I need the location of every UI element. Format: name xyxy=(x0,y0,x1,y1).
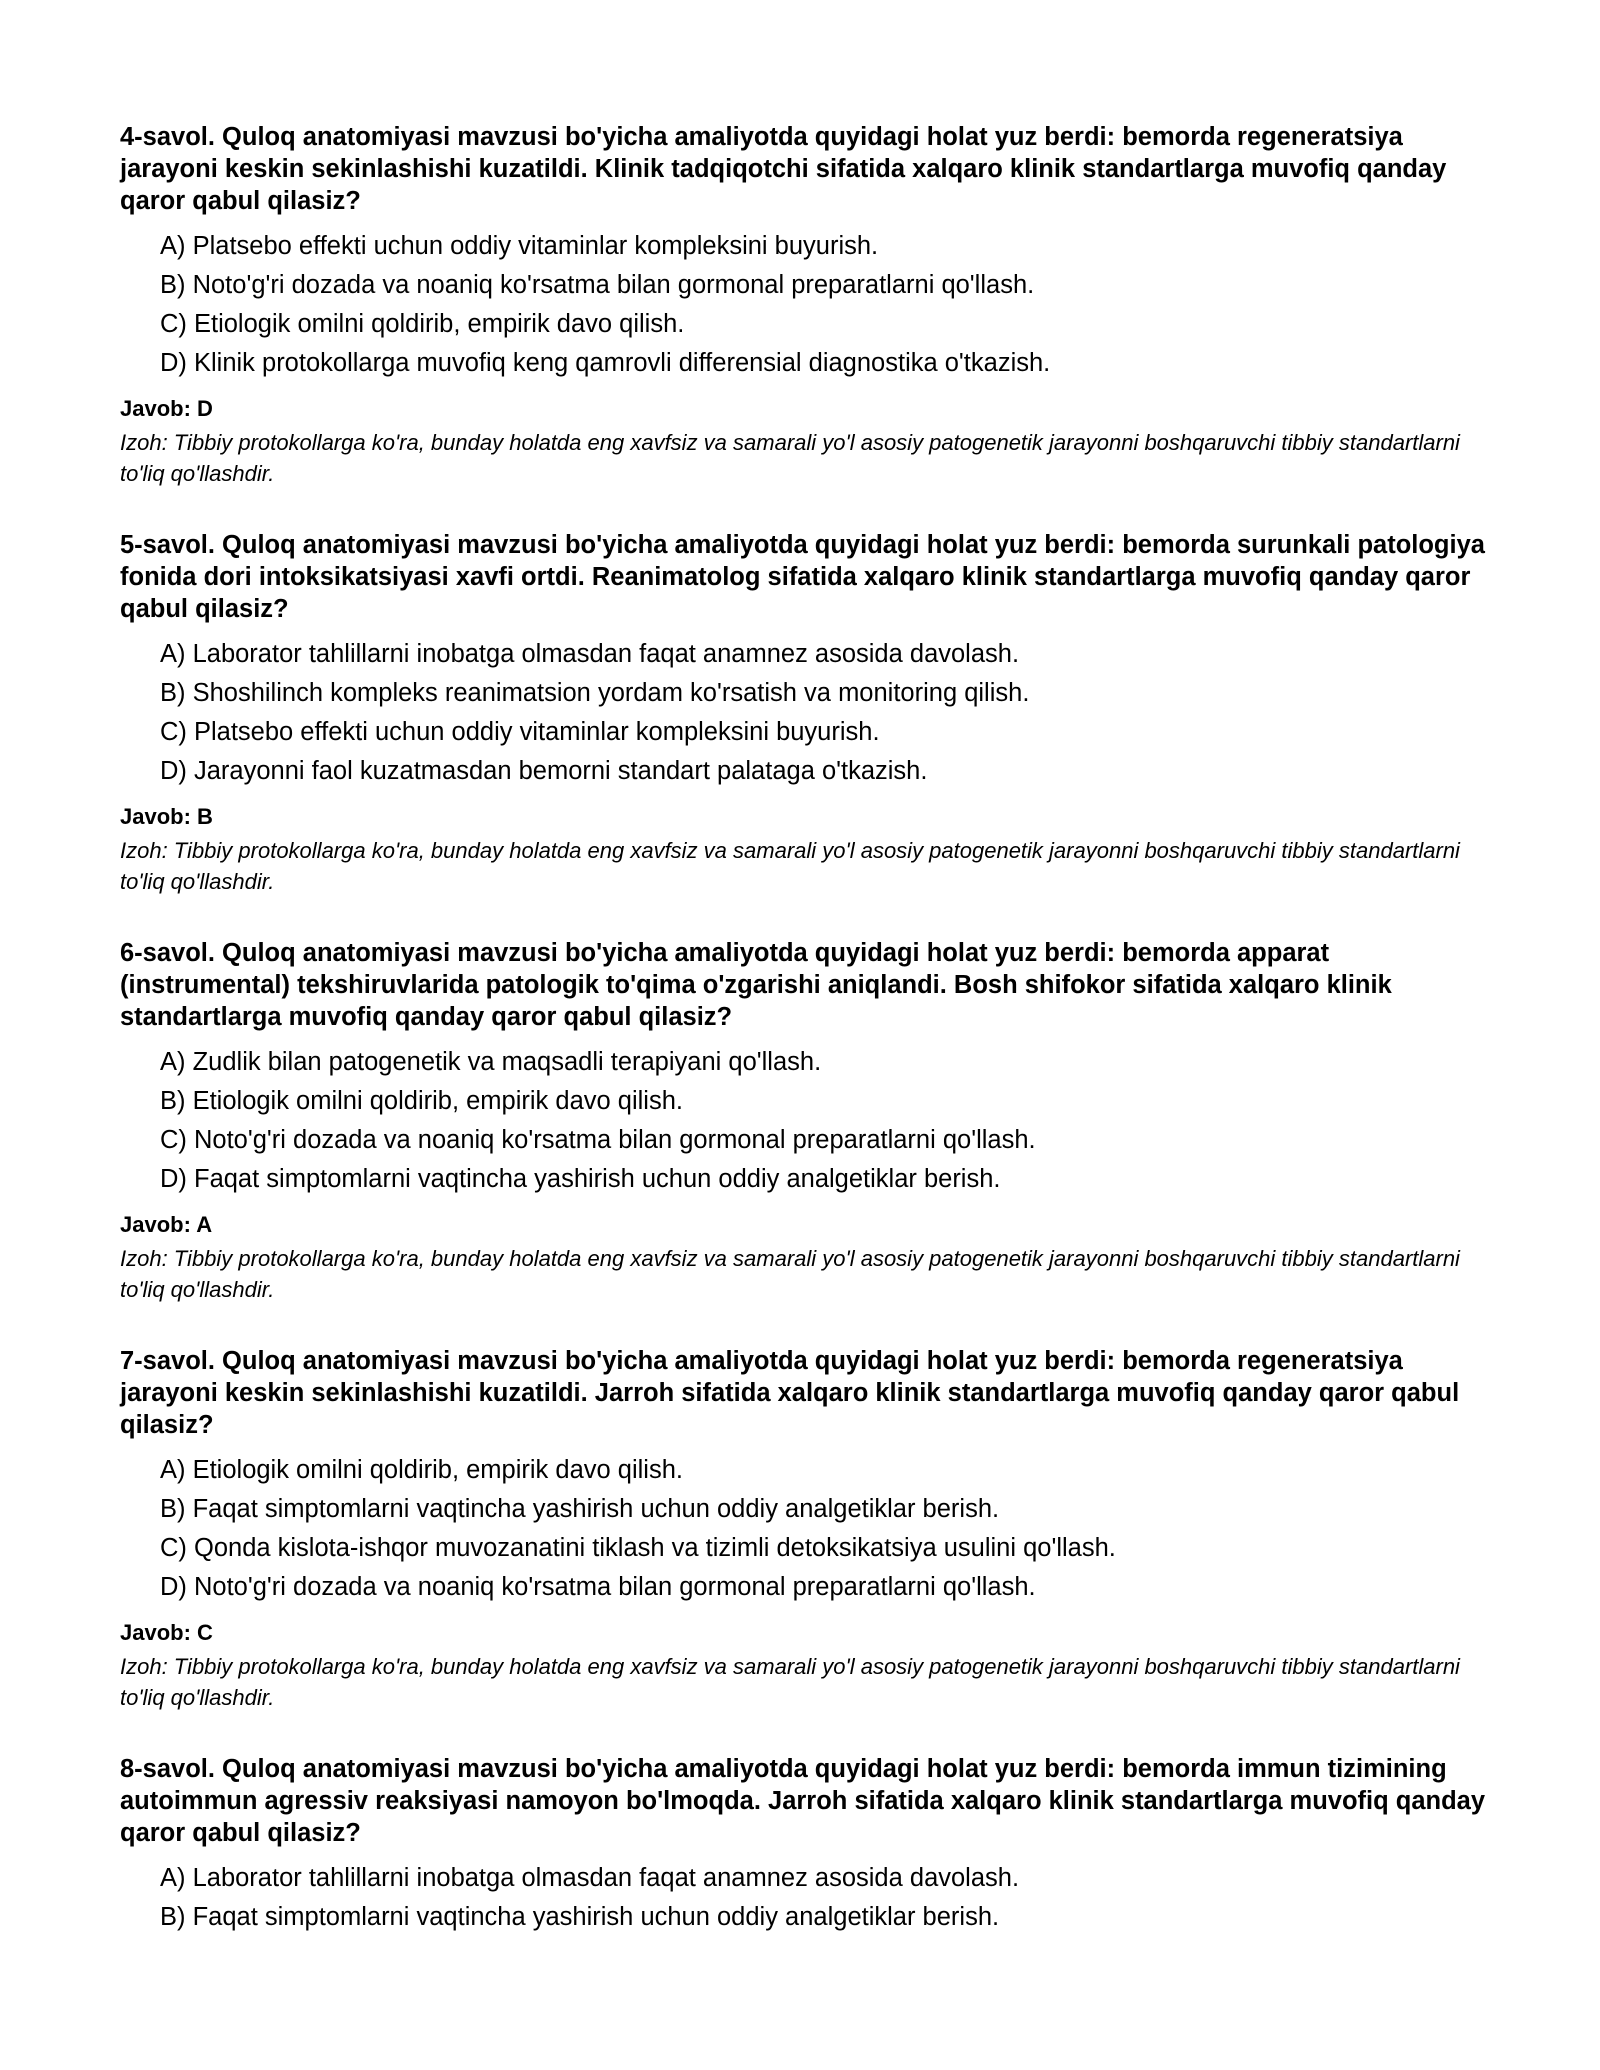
option-d: D) Faqat simptomlarni vaqtincha yashirish uchun oddiy analgetiklar berish. xyxy=(160,1165,1001,1193)
question-text: 4-savol. Quloq anatomiyasi mavzusi bo'yicha amaliyotda quyidagi holat yuz berdi: bemorda regeneratsiya jarayoni keskin sekinlashishi kuzatildi. Klinik tadqiqotchi sifatida xalqaro klinik standartlarga muvofiq qanday qaror qabul qilasiz? xyxy=(120,123,1447,215)
option-a: A) Laborator tahlillarni inobatga olmasdan faqat anamnez asosida davolash. xyxy=(160,1864,1020,1892)
option-list xyxy=(160,1859,1500,1937)
option-c: C) Qonda kislota-ishqor muvozanatini tiklash va tizimli detoksikatsiya usulini qo'llash. xyxy=(160,1534,1116,1562)
option-a: A) Platsebo effekti uchun oddiy vitaminlar kompleksini buyurish. xyxy=(160,232,879,260)
explanation-text: Izoh: Tibbiy protokollarga ko'ra, bunday holatda eng xavfsiz va samarali yo'l asosiy patogenetik jarayonni boshqaruvchi tibbiy standartlarni to'liq qo'llashdir. xyxy=(120,838,1460,894)
option-b: B) Etiologik omilni qoldirib, empirik davo qilish. xyxy=(160,1087,683,1115)
question-block xyxy=(120,529,1500,897)
option-b: B) Shoshilinch kompleks reanimatsion yordam ko'rsatish va monitoring qilish. xyxy=(160,679,1030,707)
option-b: B) Faqat simptomlarni vaqtincha yashirish uchun oddiy analgetiklar berish. xyxy=(160,1495,1000,1523)
answer-label: Javob: A xyxy=(120,1212,213,1237)
question-text: 6-savol. Quloq anatomiyasi mavzusi bo'yicha amaliyotda quyidagi holat yuz berdi: bemorda apparat (instrumental) tekshiruvlarida patologik to'qima o'zgarishi aniqlandi. Bosh shifokor sifatida xalqaro klinik standartlarga muvofiq qanday qaror qabul qilasiz? xyxy=(120,939,1392,1031)
option-a: A) Zudlik bilan patogenetik va maqsadli terapiyani qo'llash. xyxy=(160,1048,822,1076)
option-b: B) Noto'g'ri dozada va noaniq ko'rsatma bilan gormonal preparatlarni qo'llash. xyxy=(160,271,1035,299)
explanation-text: Izoh: Tibbiy protokollarga ko'ra, bunday holatda eng xavfsiz va samarali yo'l asosiy patogenetik jarayonni boshqaruvchi tibbiy standartlarni to'liq qo'llashdir. xyxy=(120,1246,1460,1302)
document-page xyxy=(120,121,1500,1977)
answer-label: Javob: B xyxy=(120,804,213,829)
option-list xyxy=(160,635,1500,791)
option-d: D) Klinik protokollarga muvofiq keng qamrovli differensial diagnostika o'tkazish. xyxy=(160,349,1051,377)
answer-label: Javob: D xyxy=(120,396,213,421)
question-text: 5-savol. Quloq anatomiyasi mavzusi bo'yicha amaliyotda quyidagi holat yuz berdi: bemorda surunkali patologiya fonida dori intoksikatsiyasi xavfi ortdi. Reanimatolog sifatida xalqaro klinik standartlarga muvofiq qanday qaror qabul qilasiz? xyxy=(120,531,1485,623)
option-c: C) Platsebo effekti uchun oddiy vitaminlar kompleksini buyurish. xyxy=(160,718,880,746)
option-c: C) Noto'g'ri dozada va noaniq ko'rsatma bilan gormonal preparatlarni qo'llash. xyxy=(160,1126,1036,1154)
option-c: C) Etiologik omilni qoldirib, empirik davo qilish. xyxy=(160,310,685,338)
option-a: A) Laborator tahlillarni inobatga olmasdan faqat anamnez asosida davolash. xyxy=(160,640,1020,668)
question-block xyxy=(120,121,1500,489)
option-list xyxy=(160,1043,1500,1199)
question-text: 7-savol. Quloq anatomiyasi mavzusi bo'yicha amaliyotda quyidagi holat yuz berdi: bemorda regeneratsiya jarayoni keskin sekinlashishi kuzatildi. Jarroh sifatida xalqaro klinik standartlarga muvofiq qanday qaror qabul qilasiz? xyxy=(120,1347,1460,1439)
question-block xyxy=(120,1753,1500,1937)
question-block xyxy=(120,1345,1500,1713)
option-d: D) Noto'g'ri dozada va noaniq ko'rsatma bilan gormonal preparatlarni qo'llash. xyxy=(160,1573,1036,1601)
option-list xyxy=(160,227,1500,383)
option-list xyxy=(160,1451,1500,1607)
option-d: D) Jarayonni faol kuzatmasdan bemorni standart palataga o'tkazish. xyxy=(160,757,928,785)
explanation-text: Izoh: Tibbiy protokollarga ko'ra, bunday holatda eng xavfsiz va samarali yo'l asosiy patogenetik jarayonni boshqaruvchi tibbiy standartlarni to'liq qo'llashdir. xyxy=(120,430,1460,486)
answer-label: Javob: C xyxy=(120,1620,213,1645)
option-b: B) Faqat simptomlarni vaqtincha yashirish uchun oddiy analgetiklar berish. xyxy=(160,1903,1000,1931)
question-block xyxy=(120,937,1500,1305)
question-text: 8-savol. Quloq anatomiyasi mavzusi bo'yicha amaliyotda quyidagi holat yuz berdi: bemorda immun tizimining autoimmun agressiv reaksiyasi namoyon bo'lmoqda. Jarroh sifatida xalqaro klinik standartlarga muvofiq qanday qaror qabul qilasiz? xyxy=(120,1755,1486,1847)
explanation-text: Izoh: Tibbiy protokollarga ko'ra, bunday holatda eng xavfsiz va samarali yo'l asosiy patogenetik jarayonni boshqaruvchi tibbiy standartlarni to'liq qo'llashdir. xyxy=(120,1654,1460,1710)
option-a: A) Etiologik omilni qoldirib, empirik davo qilish. xyxy=(160,1456,683,1484)
